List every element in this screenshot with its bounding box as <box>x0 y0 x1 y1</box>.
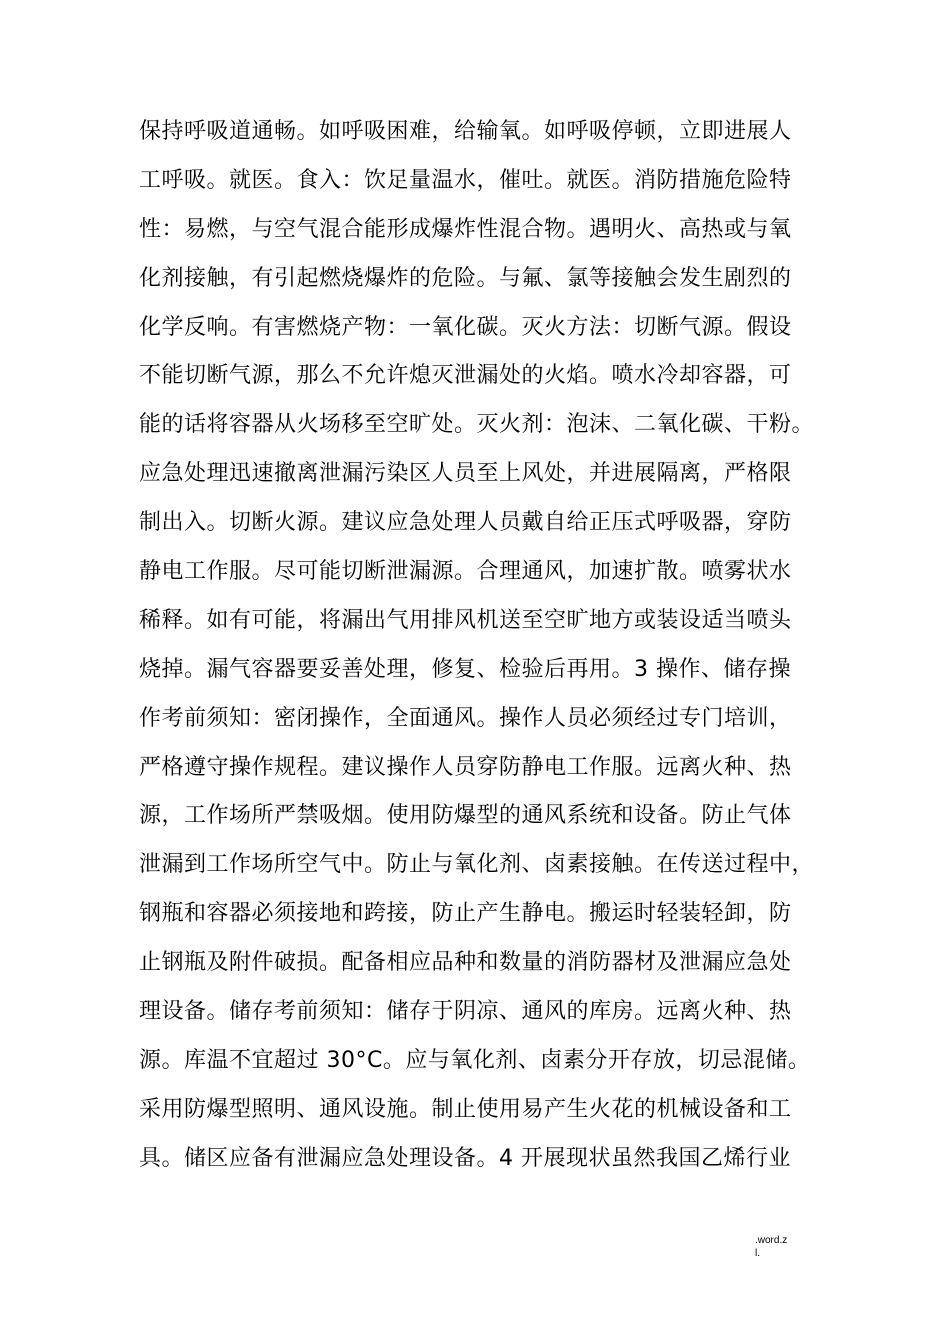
text-line: 采用防爆型照明、通风设施。制止使用易产生火花的机械设备和工 <box>139 1096 792 1122</box>
text-line: 不能切断气源，那么不允许熄灭泄漏处的火焰。喷水冷却容器，可 <box>139 363 792 389</box>
text-line: 应急处理迅速撤离泄漏污染区人员至上风处，并进展隔离，严格限 <box>139 461 792 487</box>
text-line: 制出入。切断火源。建议应急处理人员戴自给正压式呼吸器，穿防 <box>139 510 792 536</box>
text-line: 静电工作服。尽可能切断泄漏源。合理通风，加速扩散。喷雾状水 <box>139 559 792 585</box>
text-line: 烧掉。漏气容器要妥善处理，修复、检验后再用。3 操作、储存操 <box>139 656 791 682</box>
page-footer <box>755 1234 787 1260</box>
text-line: 泄漏到工作场所空气中。防止与氧化剂、卤素接触。在传送过程中， <box>139 852 815 878</box>
body-text <box>139 108 839 1184</box>
text-line: 保持呼吸道通畅。如呼吸困难，给输氧。如呼吸停顿，立即进展人 <box>139 119 792 144</box>
text-line: 严格遵守操作规程。建议操作人员穿防静电工作服。远离火种、热 <box>139 754 792 780</box>
text-line: 钢瓶和容器必须接地和跨接，防止产生静电。搬运时轻装轻卸，防 <box>139 901 792 927</box>
footer-line-1: .word.z <box>755 1235 788 1246</box>
text-line: 源，工作场所严禁吸烟。使用防爆型的通风系统和设备。防止气体 <box>139 803 792 829</box>
text-line: 化学反响。有害燃烧产物：一氧化碳。灭火方法：切断气源。假设 <box>139 314 792 340</box>
text-line: 工呼吸。就医。食入：饮足量温水，催吐。就医。消防措施危险特 <box>139 167 792 193</box>
text-line: 性：易燃，与空气混合能形成爆炸性混合物。遇明火、高热或与氧 <box>139 216 792 242</box>
text-line: 理设备。储存考前须知：储存于阴凉、通风的库房。远离火种、热 <box>139 999 792 1025</box>
text-line: 源。库温不宜超过 30°C。应与氧化剂、卤素分开存放，切忌混储。 <box>139 1047 811 1073</box>
text-line: 稀释。如有可能，将漏出气用排风机送至空旷地方或装设适当喷头 <box>139 607 792 633</box>
text-line: 具。储区应备有泄漏应急处理设备。4 开展现状虽然我国乙烯行业 <box>139 1145 791 1171</box>
text-line: 能的话将容器从火场移至空旷处。灭火剂：泡沫、二氧化碳、干粉。 <box>139 412 815 438</box>
text-line: 止钢瓶及附件破损。配备相应品种和数量的消防器材及泄漏应急处 <box>139 950 792 976</box>
text-line: 化剂接触，有引起燃烧爆炸的危险。与氟、氯等接触会发生剧烈的 <box>139 265 792 291</box>
footer-line-2: l. <box>755 1248 760 1259</box>
text-line: 作考前须知：密闭操作，全面通风。操作人员必须经过专门培训， <box>139 705 792 731</box>
